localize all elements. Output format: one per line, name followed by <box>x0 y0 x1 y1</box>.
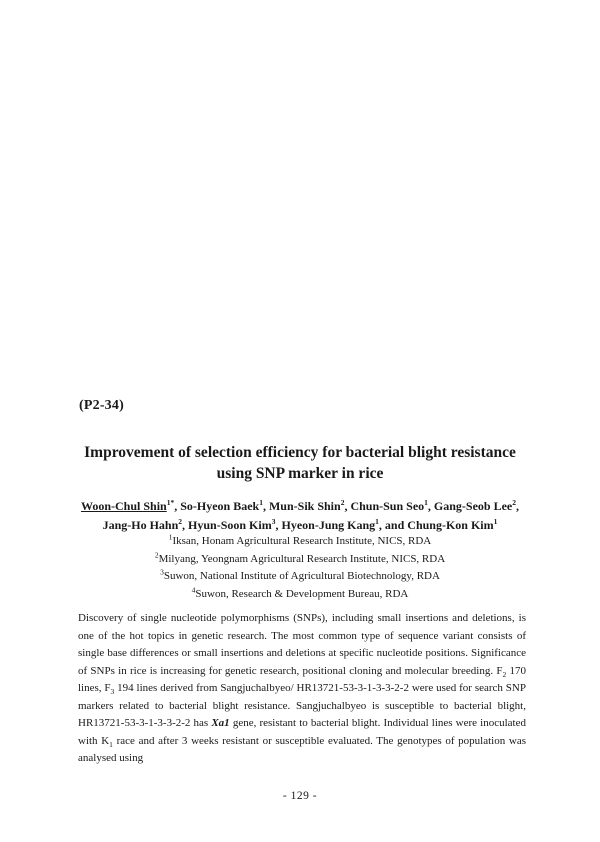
author-line-1: Woon-Chul Shin$^{1*}$, So-Hyeon Baek$^1$, Mun-Sik Shin$^2$, Chun-Sun Seo$^1$, Gang-Seob Lee$^2$, <box>80 498 519 513</box>
title-line-2: using SNP marker in rice <box>216 465 384 482</box>
title-line-1: Improvement of selection efficiency for bacterial blight resistance <box>84 444 516 461</box>
author: Chun-Sun Seo$^1$ <box>350 498 428 513</box>
author-connector: and <box>384 518 405 532</box>
author: Chung-Kon Kim$^1$ <box>407 517 498 532</box>
author-presenter: Woon-Chul Shin$^{1*}$ <box>80 498 175 513</box>
abstract-id: (P2-34) <box>79 398 124 413</box>
author: Gang-Seob Lee$^2$ <box>433 498 516 513</box>
paper-title <box>60 442 540 484</box>
author-line-2: Jang-Ho Hahn$^2$, Hyun-Soon Kim$^3$, Hyeon-Jung Kang$^1$, and Chung-Kon Kim$^1$ <box>102 517 498 532</box>
affiliation-list <box>60 533 540 603</box>
abstract-body: Discovery of single nucleotide polymorphisms (SNPs), including small insertions and deletions, is one of the hot topics in genetic research. The most common type of sequence variant consists of single base differences or small insertions and deletions at specific nucleotide positions. Significance of SNPs in rice is increasing for genetic research, positional cloning and molecular breeding. $F_2$ 170 lines, $F_3$ 194 lines derived from Sangjuchalbyeo/ HR13721-53-3-1-3-3-2-2 were used for search SNP markers related to bacterial blight resistance. Sangjuchalbyeo is susceptible to bacterial blight, HR13721-53-3-1-3-3-2-2 has Xa1 gene, resistant to bacterial blight. Individual lines were inoculated with $K_1$ race and after 3 weeks resistant or susceptible evaluated. The genotypes of population was analysed using <box>78 612 526 764</box>
affiliation: $^2$Milyang, Yeongnam Agricultural Research Institute, NICS, RDA <box>154 549 446 565</box>
author: Hyeon-Jung Kang$^1$ <box>281 517 379 532</box>
author-list <box>60 497 540 535</box>
gene-name: Xa1 <box>211 717 230 729</box>
affiliation: $^1$Iksan, Honam Agricultural Research Institute, NICS, RDA <box>168 532 432 547</box>
author: Mun-Sik Shin$^2$ <box>268 498 345 513</box>
affiliation: $^4$Suwon, Research & Development Bureau, RDA <box>191 584 409 600</box>
page-number: - 129 - <box>282 790 318 802</box>
author: So-Hyeon Baek$^1$ <box>180 498 263 513</box>
author: Jang-Ho Hahn$^2$ <box>102 517 183 532</box>
author: Hyun-Soon Kim$^3$ <box>188 517 276 532</box>
affiliation: $^3$Suwon, National Institute of Agricultural Biotechnology, RDA <box>160 567 440 582</box>
